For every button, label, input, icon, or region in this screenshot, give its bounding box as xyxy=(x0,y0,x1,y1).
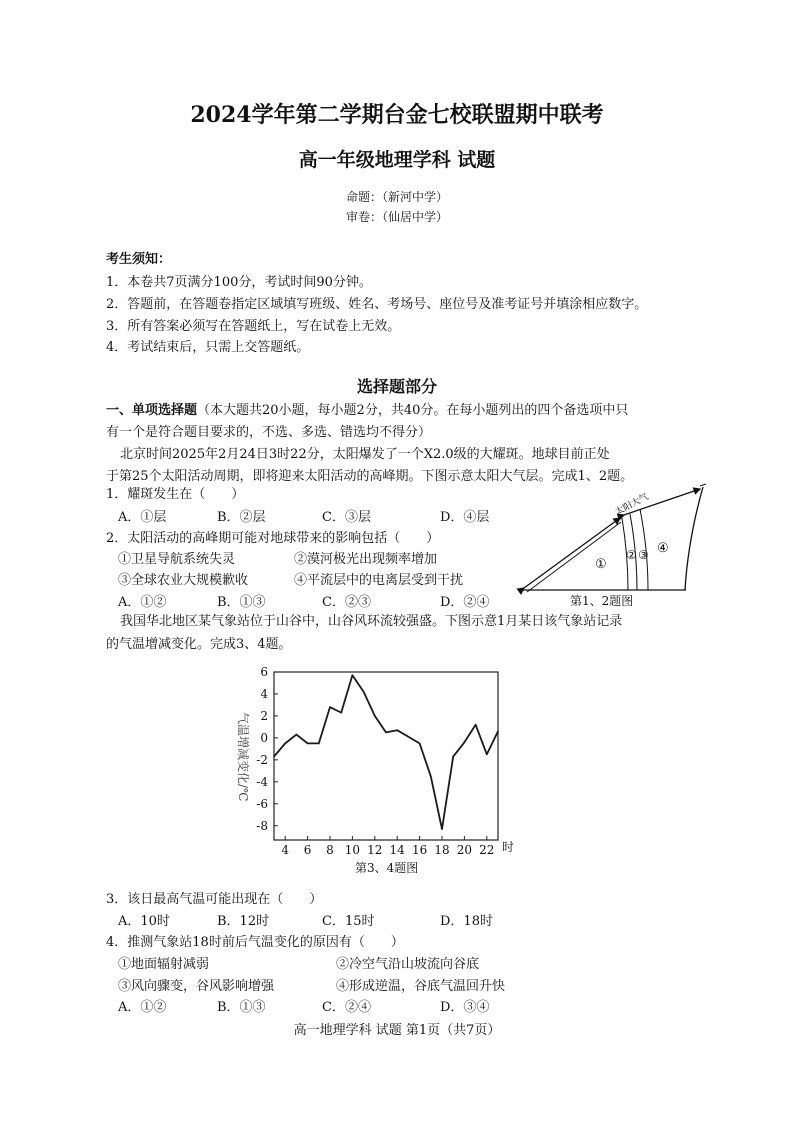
statement: ④平流层中的电离层受到干扰 xyxy=(294,573,464,588)
figure-caption: 第1、2题图 xyxy=(570,594,634,608)
layer-2-label: ② xyxy=(626,548,637,562)
data-point xyxy=(385,732,387,734)
layer-1-label: ① xyxy=(595,557,607,572)
option-b: B．12时 xyxy=(217,914,270,929)
question-4: 4．推测气象站18时前后气温变化的原因有（ ） xyxy=(106,935,404,950)
data-point xyxy=(441,828,443,830)
option-a: A．①② xyxy=(118,1000,167,1015)
passage-line: 于第25个太阳活动周期，即将迎来太阳活动的高峰期。下图示意太阳大气层。完成1、2题。 xyxy=(106,469,634,484)
option-d: D．③④ xyxy=(440,1000,490,1015)
option-b: B．①③ xyxy=(217,595,266,610)
data-point xyxy=(464,741,466,743)
layer-4-label: ④ xyxy=(657,541,669,556)
part-label: 一、单项选择题 xyxy=(106,403,198,418)
option-c: C．③层 xyxy=(322,510,371,525)
option-b: B．①③ xyxy=(217,1000,266,1015)
x-tick-label: 16 xyxy=(411,843,428,857)
y-tick-label: -6 xyxy=(256,796,268,811)
x-tick-label: 20 xyxy=(456,843,473,857)
x-tick-label: 22 xyxy=(479,843,495,857)
reviewer-line: 审卷：（仙居中学） xyxy=(345,210,448,224)
y-tick-label: -2 xyxy=(256,752,268,767)
option-d: D．②④ xyxy=(440,595,490,610)
data-point xyxy=(296,734,298,736)
passage-line: 北京时间2025年2月24日3时22分，太阳爆发了一个X2.0级的大耀斑。地球目前正处 xyxy=(120,447,610,462)
option-d: D．18时 xyxy=(440,914,493,929)
statement: ①地面辐射减弱 xyxy=(118,957,210,972)
y-tick-label: 0 xyxy=(260,730,268,745)
option-a: A．①层 xyxy=(118,510,167,525)
data-point xyxy=(307,743,309,745)
question-2: 2．太阳活动的高峰期可能对地球带来的影响包括（ ） xyxy=(106,531,440,546)
data-point xyxy=(486,754,488,756)
data-point xyxy=(475,724,477,726)
part-description: 有一个是符合题目要求的，不选、多选、错选均不得分） xyxy=(106,425,432,440)
data-point xyxy=(363,691,365,693)
notice-item: 1．本卷共7页满分100分，考试时间90分钟。 xyxy=(106,275,372,290)
temperature-series-line xyxy=(274,675,498,829)
option-b: B．②层 xyxy=(217,510,266,525)
option-c: C．②③ xyxy=(322,595,371,610)
x-tick-label: 4 xyxy=(281,843,289,857)
data-point xyxy=(329,706,331,708)
data-point xyxy=(284,743,286,745)
x-tick-label: 8 xyxy=(326,843,334,857)
page-footer: 高一地理学科 试题 第1页（共7页） xyxy=(293,1023,501,1038)
layer-3-label: ③ xyxy=(638,548,649,562)
passage-line: 的气温增减变化。完成3、4题。 xyxy=(106,637,292,652)
y-tick-label: 2 xyxy=(260,708,268,723)
x-tick-label: 18 xyxy=(434,843,450,857)
x-tick-label: 14 xyxy=(389,843,405,857)
plot-frame xyxy=(274,672,498,840)
chart-caption: 第3、4题图 xyxy=(355,861,419,875)
data-point xyxy=(430,776,432,778)
y-axis-label: 气温增减变化/℃ xyxy=(236,712,250,802)
data-point xyxy=(408,736,410,738)
notice-item: 4．考试结束后，只需上交答题纸。 xyxy=(106,340,310,355)
statement: ③风向骤变，谷风影响增强 xyxy=(118,979,275,994)
notice-heading: 考生须知： xyxy=(106,252,172,267)
x-tick-label: 12 xyxy=(367,843,383,857)
data-point xyxy=(273,756,275,758)
passage-line: 我国华北地区某气象站位于山谷中，山谷风环流较强盛。下图示意1月某日该气象站记录 xyxy=(120,614,623,629)
option-c: C．15时 xyxy=(322,914,375,929)
option-c: C．②④ xyxy=(322,1000,371,1015)
y-tick-label: 6 xyxy=(260,665,268,679)
x-tick-label: 6 xyxy=(303,843,312,857)
atmosphere-label: 太阳大气 xyxy=(613,492,651,518)
y-tick-label: -8 xyxy=(256,818,268,833)
question-1: 1．耀斑发生在（ ） xyxy=(106,487,245,502)
exam-title: 2024学年第二学期台金七校联盟期中联考 xyxy=(190,102,604,128)
data-point xyxy=(340,712,342,714)
statement: ④形成逆温，谷底气温回升快 xyxy=(336,979,506,994)
x-axis-label: 时 xyxy=(502,840,515,854)
statement: ③全球农业大规模歉收 xyxy=(118,573,249,588)
y-tick-label: -4 xyxy=(256,774,268,789)
part-description: （本大题共20小题，每小题2分，共40分。在每小题列出的四个备选项中只 xyxy=(197,403,629,418)
data-point xyxy=(452,756,454,758)
statement: ①卫星导航系统失灵 xyxy=(118,552,236,567)
data-point xyxy=(419,743,421,745)
statement: ②冷空气沿山坡流向谷底 xyxy=(336,957,480,972)
data-point xyxy=(497,730,499,732)
data-point xyxy=(352,674,354,676)
statement: ②漠河极光出现频率增加 xyxy=(294,552,438,567)
y-tick-label: 4 xyxy=(260,686,268,701)
x-tick-label: 10 xyxy=(344,843,361,857)
data-point xyxy=(396,729,398,731)
question-3: 3．该日最高气温可能出现在（ ） xyxy=(106,892,323,907)
section-title: 选择题部分 xyxy=(356,377,437,396)
option-d: D．④层 xyxy=(440,510,490,525)
data-point xyxy=(374,715,376,717)
data-point xyxy=(318,743,320,745)
option-a: A．①② xyxy=(118,595,167,610)
option-a: A．10时 xyxy=(118,914,170,929)
notice-item: 3．所有答案必须写在答题纸上，写在试卷上无效。 xyxy=(106,319,401,334)
notice-item: 2．答题前，在答题卷指定区域填写班级、姓名、考场号、座位号及准考证号并填涂相应数字。 xyxy=(106,297,648,312)
exam-subtitle: 高一年级地理学科 试题 xyxy=(298,149,496,171)
author-line: 命题：（新河中学） xyxy=(345,190,448,204)
